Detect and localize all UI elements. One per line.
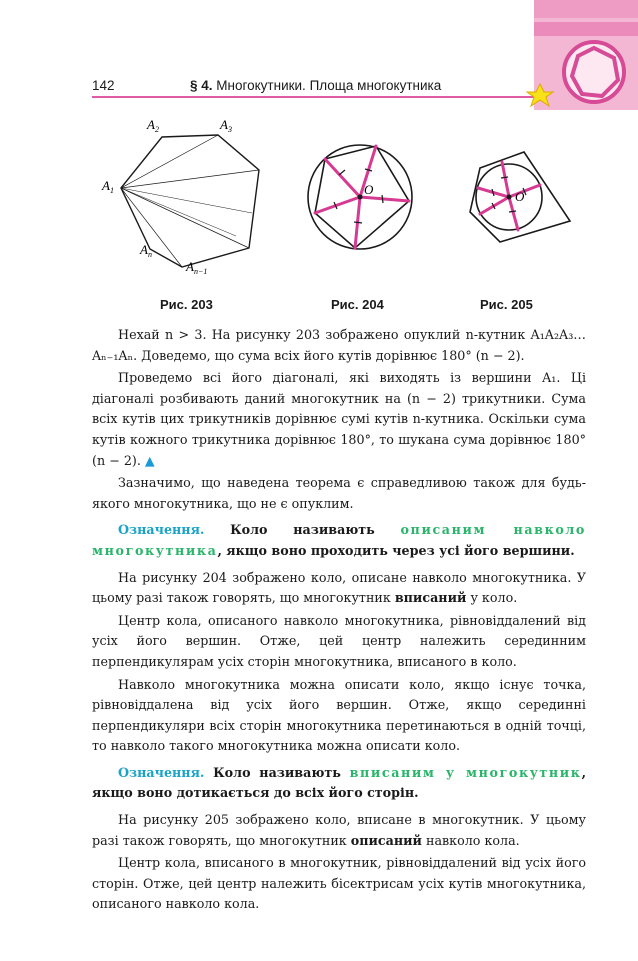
paragraph-2-text: Проведемо всі його діагоналі, які виходять із вершини A₁. Ці діагоналі розбивають даний многокутник на (n − 2) трикутники. Сума всіх кутів цих трикутників дорівнює сумі кутів n-кутника. Оскільки сума кутів кожного трикутника дорівнює 180°, то шукана сума дорівнює 180° (n − 2). [92,370,586,468]
paragraph-8: Центр кола, вписаного в многокутник, рівновіддалений від усіх його сторін. Отже, цей центр належить бісектрисам усіх кутів многокутника, описаного навколо кола. [92,855,586,912]
paragraph-6: Навколо многокутника можна описати коло, якщо існує точка, рівновіддалена від усіх його вершин. Отже, якщо серединні перпендикуляри всіх сторін многокутника перетинаються в одній точці, то навколо такого многокутника можна описати коло. [92,676,586,754]
section-title [190,78,441,93]
term-circumscribed: описаний [350,832,422,848]
paragraph-7 [92,810,586,851]
paragraph-7-text: На рисунку 205 зображено коло, вписане в многокутник. У цьому разі також говорять, що многокутник [92,812,586,848]
caption-fig-203: Рис. 203 [160,297,213,312]
paragraph-4-text: На рисунку 204 зображено коло, описане навколо многокутника. У цьому разі також говорять, що многокутник [92,569,586,606]
paragraph-4-end: у коло. [466,590,518,606]
definition-term: вписаним у многокутник [349,764,582,780]
label-a2: $A_2$ [147,117,159,134]
paragraph-1: Нехай n > 3. На рисунку 203 зображено опуклий n-кутник A₁A₂A₃…Aₙ₋₁Aₙ. Доведемо, що сума всіх його кутів дорівнює 180° (n − 2). [92,327,586,363]
definition-text-end: , якщо воно дотикається до всіх його сторін. [92,764,586,801]
definition-text: Коло називають [204,522,401,538]
body-text [92,325,586,917]
paragraph-3: Зазначимо, що наведена теорема є справедливою також для будь-якого многокутника, що не є опуклим. [92,475,586,511]
caption-fig-205: Рис. 205 [480,297,533,312]
paragraph-4 [92,568,586,609]
label-a3: $A_3$ [220,117,232,134]
paragraph-2 [92,368,586,471]
header-rule [92,96,542,98]
definition-term: описаним навколо многокутника [92,522,586,558]
end-of-proof-icon: ▲ [140,452,155,468]
figure-205 [470,152,570,242]
definition-label: Означення. [118,522,205,538]
center-label-205: O [515,189,525,204]
figures-row [90,108,590,318]
definition-inscribed [92,763,586,804]
caption-fig-204: Рис. 204 [331,297,384,312]
label-an: $A_n$ [140,242,152,259]
term-inscribed: вписаний [394,590,467,606]
page-number: 142 [92,78,115,93]
definition-text-end: , якщо воно проходить через усі його вершини. [217,542,575,558]
page-header [92,78,562,96]
definition-circumscribed [92,520,586,561]
section-title-text: Многокутники. Площа многокутника [212,78,442,93]
paragraph-5: Центр кола, описаного навколо многокутника, рівновіддалений від усіх його вершин. Отже, цей центр належить серединним перпендикулярам усіх сторін многокутника, вписаного в коло. [92,612,586,669]
label-an-1: $A_{n-1}$ [186,259,208,276]
paragraph-7-end: навколо кола. [421,832,520,848]
corner-decoration [526,0,638,110]
figure-204 [308,145,412,249]
label-a1: $A_1$ [102,178,114,195]
definition-text: Коло називають [204,764,350,780]
definition-label: Означення. [118,764,205,780]
center-label-204: O [364,182,374,197]
section-label: § 4. [190,78,213,93]
figure-203 [101,117,259,276]
